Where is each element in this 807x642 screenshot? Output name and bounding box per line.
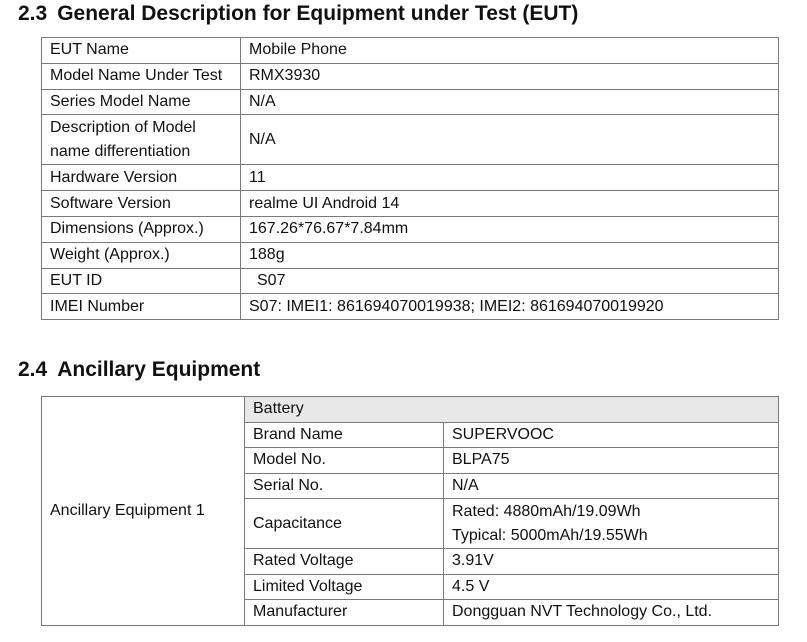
row-value: 167.26*76.67*7.84mm <box>241 216 779 242</box>
section-title: Ancillary Equipment <box>57 358 261 381</box>
row-label-line: Description of Model <box>50 118 196 136</box>
section-number: 2.4 <box>18 358 48 381</box>
row-value: S07 <box>241 268 779 294</box>
table-row <box>42 216 779 242</box>
table-row <box>42 294 779 320</box>
table-row <box>42 268 779 294</box>
row-label: Model No. <box>245 448 444 474</box>
row-label: EUT Name <box>42 38 241 64</box>
row-value: N/A <box>444 473 779 499</box>
eut-description-table <box>41 37 779 320</box>
table-row <box>42 63 779 89</box>
table-row <box>42 115 779 165</box>
row-value: RMX3930 <box>241 63 779 89</box>
table-row <box>42 242 779 268</box>
table-row <box>42 165 779 191</box>
row-label: Manufacturer <box>245 600 444 626</box>
row-value: N/A <box>241 89 779 115</box>
row-label: Series Model Name <box>42 89 241 115</box>
table-row <box>42 397 779 423</box>
row-label: Brand Name <box>245 422 444 448</box>
row-label: Serial No. <box>245 473 444 499</box>
row-label: Limited Voltage <box>245 574 444 600</box>
row-label: Dimensions (Approx.) <box>42 216 241 242</box>
row-label: Capacitance <box>245 499 444 549</box>
section-title: General Description for Equipment under Test (EUT) <box>57 2 579 25</box>
row-label: Model Name Under Test <box>42 63 241 89</box>
row-value: SUPERVOOC <box>444 422 779 448</box>
row-label-line: name differentiation <box>50 142 191 160</box>
row-label: Software Version <box>42 191 241 217</box>
row-label <box>42 115 241 165</box>
row-value: BLPA75 <box>444 448 779 474</box>
row-label: EUT ID <box>42 268 241 294</box>
row-value <box>444 499 779 549</box>
row-value: realme UI Android 14 <box>241 191 779 217</box>
row-value: Dongguan NVT Technology Co., Ltd. <box>444 600 779 626</box>
group-label: Ancillary Equipment 1 <box>42 397 245 626</box>
row-label: IMEI Number <box>42 294 241 320</box>
row-value: 3.91V <box>444 549 779 575</box>
section-heading-ancillary <box>18 358 260 382</box>
item-name: Battery <box>245 397 779 423</box>
row-value: 11 <box>241 165 779 191</box>
row-value-line: Typical: 5000mAh/19.55Wh <box>452 526 648 544</box>
row-value: Mobile Phone <box>241 38 779 64</box>
section-heading-general <box>18 2 578 26</box>
table-row <box>42 89 779 115</box>
row-value: N/A <box>241 115 779 165</box>
row-label: Rated Voltage <box>245 549 444 575</box>
row-value: 4.5 V <box>444 574 779 600</box>
row-value: 188g <box>241 242 779 268</box>
row-value: S07: IMEI1: 861694070019938; IMEI2: 861694070019920 <box>241 294 779 320</box>
ancillary-equipment-table <box>41 396 779 626</box>
row-label: Hardware Version <box>42 165 241 191</box>
section-number: 2.3 <box>18 2 48 25</box>
table-row <box>42 38 779 64</box>
row-label: Weight (Approx.) <box>42 242 241 268</box>
table-row <box>42 191 779 217</box>
row-value-line: Rated: 4880mAh/19.09Wh <box>452 502 641 520</box>
